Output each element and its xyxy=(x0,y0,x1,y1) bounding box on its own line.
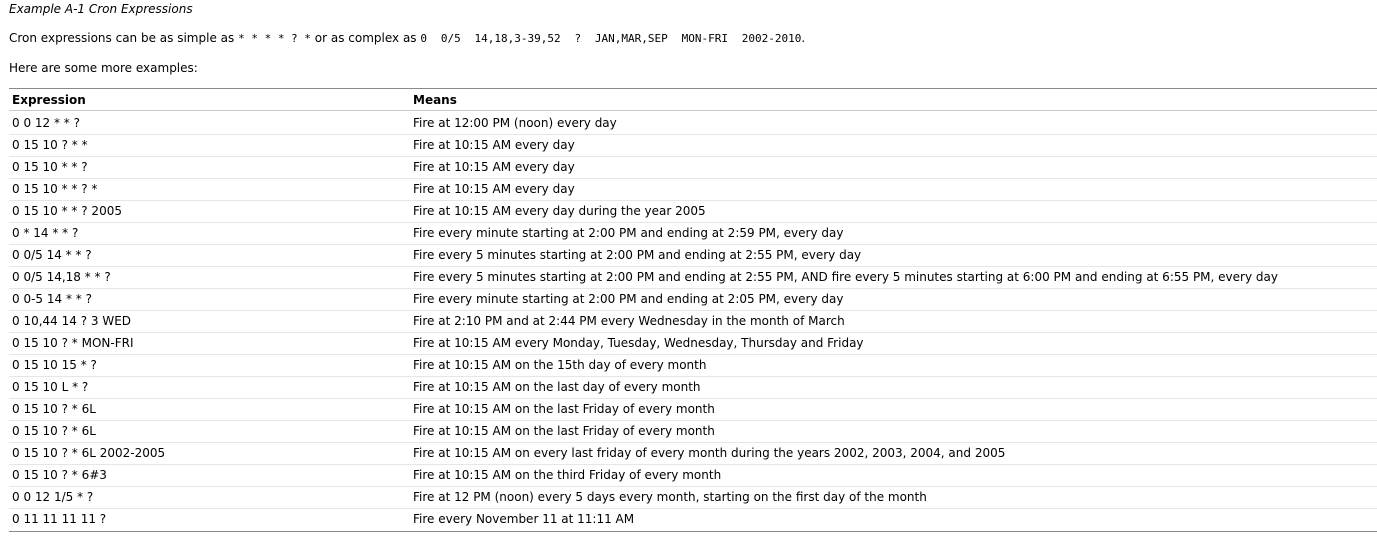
table-row xyxy=(9,421,1377,443)
table-body xyxy=(9,113,1377,530)
complex-expr-month: JAN,MAR,SEP xyxy=(594,32,668,45)
table-bottom-rule xyxy=(9,531,1377,532)
table-row xyxy=(9,201,1377,223)
table-row xyxy=(9,135,1377,157)
table-top-rule xyxy=(9,88,1377,89)
intro-lead: Cron expressions can be as simple as xyxy=(9,31,235,45)
table-row xyxy=(9,443,1377,465)
means-cell: Fire at 10:15 AM every day xyxy=(413,138,575,152)
header-divider xyxy=(9,110,1377,111)
means-cell: Fire at 10:15 AM on the 15th day of every month xyxy=(413,358,707,372)
table-row xyxy=(9,311,1377,333)
expression-cell: 0 15 10 ? * 6L 2002-2005 xyxy=(12,446,166,460)
complex-expr-day-of-week: MON-FRI xyxy=(681,32,728,45)
expression-cell: 0 0 12 1/5 * ? xyxy=(12,490,94,504)
table-row xyxy=(9,157,1377,179)
expression-cell: 0 10,44 14 ? 3 WED xyxy=(12,314,132,328)
column-header-expression: Expression xyxy=(12,93,86,107)
expression-cell: 0 15 10 ? * 6#3 xyxy=(12,468,107,482)
table-row xyxy=(9,223,1377,245)
complex-expr-seconds: 0 xyxy=(420,32,428,45)
expression-cell: 0 * 14 * * ? xyxy=(12,226,79,240)
complex-expr-day-of-month: ? xyxy=(574,32,582,45)
table-row xyxy=(9,377,1377,399)
means-cell: Fire every 5 minutes starting at 2:00 PM and ending at 2:55 PM, every day xyxy=(413,248,862,262)
complex-expr-year: 2002-2010 xyxy=(741,32,802,45)
expression-cell: 0 15 10 ? * MON-FRI xyxy=(12,336,134,350)
expression-cell: 0 0/5 14,18 * * ? xyxy=(12,270,111,284)
means-cell: Fire at 12:00 PM (noon) every day xyxy=(413,116,617,130)
table-row xyxy=(9,179,1377,201)
expression-cell: 0 15 10 15 * ? xyxy=(12,358,97,372)
table-row xyxy=(9,509,1377,530)
means-cell: Fire every minute starting at 2:00 PM and ending at 2:59 PM, every day xyxy=(413,226,844,240)
expression-cell: 0 11 11 11 11 ? xyxy=(12,512,107,526)
means-cell: Fire at 10:15 AM every day xyxy=(413,182,575,196)
means-cell: Fire at 10:15 AM every day xyxy=(413,160,575,174)
example-title: Example A-1 Cron Expressions xyxy=(9,2,193,16)
means-cell: Fire at 10:15 AM every Monday, Tuesday, Wednesday, Thursday and Friday xyxy=(413,336,864,350)
expression-cell: 0 0-5 14 * * ? xyxy=(12,292,92,306)
expression-cell: 0 15 10 ? * 6L xyxy=(12,402,96,416)
means-cell: Fire at 10:15 AM on every last friday of every month during the years 2002, 2003, 2004, and 2005 xyxy=(413,446,1006,460)
means-cell: Fire at 10:15 AM on the last Friday of every month xyxy=(413,424,715,438)
means-cell: Fire at 12 PM (noon) every 5 days every month, starting on the first day of the month xyxy=(413,490,927,504)
expression-cell: 0 15 10 ? * * xyxy=(12,138,88,152)
expression-cell: 0 15 10 * * ? * xyxy=(12,182,98,196)
complex-expr-minutes: 0/5 xyxy=(440,32,461,45)
table-row xyxy=(9,465,1377,487)
expression-cell: 0 15 10 * * ? xyxy=(12,160,88,174)
intro-end: . xyxy=(801,31,806,45)
intro-middle: or as complex as xyxy=(314,31,417,45)
expression-cell: 0 15 10 L * ? xyxy=(12,380,89,394)
table-row xyxy=(9,355,1377,377)
simple-expression: * * * * ? * xyxy=(238,32,311,45)
table-row xyxy=(9,333,1377,355)
means-cell: Fire at 2:10 PM and at 2:44 PM every Wednesday in the month of March xyxy=(413,314,845,328)
table-row xyxy=(9,289,1377,311)
means-cell: Fire every minute starting at 2:00 PM and ending at 2:05 PM, every day xyxy=(413,292,844,306)
table-row xyxy=(9,267,1377,289)
expression-cell: 0 0 12 * * ? xyxy=(12,116,80,130)
means-cell: Fire at 10:15 AM on the last Friday of every month xyxy=(413,402,715,416)
means-cell: Fire at 10:15 AM on the last day of every month xyxy=(413,380,701,394)
means-cell: Fire at 10:15 AM every day during the year 2005 xyxy=(413,204,706,218)
column-header-means: Means xyxy=(413,93,457,107)
expression-cell: 0 15 10 * * ? 2005 xyxy=(12,204,122,218)
expression-cell: 0 15 10 ? * 6L xyxy=(12,424,96,438)
means-cell: Fire at 10:15 AM on the third Friday of every month xyxy=(413,468,722,482)
table-row xyxy=(9,113,1377,135)
table-row xyxy=(9,399,1377,421)
means-cell: Fire every November 11 at 11:11 AM xyxy=(413,512,635,526)
intro-paragraph xyxy=(9,31,805,45)
means-cell: Fire every 5 minutes starting at 2:00 PM and ending at 2:55 PM, AND fire every 5 minutes starting at 6:00 PM and ending at 6:55 PM, every day xyxy=(413,270,1278,284)
complex-expr-hours: 14,18,3-39,52 xyxy=(474,32,561,45)
table-row xyxy=(9,487,1377,509)
more-examples-text: Here are some more examples: xyxy=(9,61,198,75)
expression-cell: 0 0/5 14 * * ? xyxy=(12,248,92,262)
table-row xyxy=(9,245,1377,267)
